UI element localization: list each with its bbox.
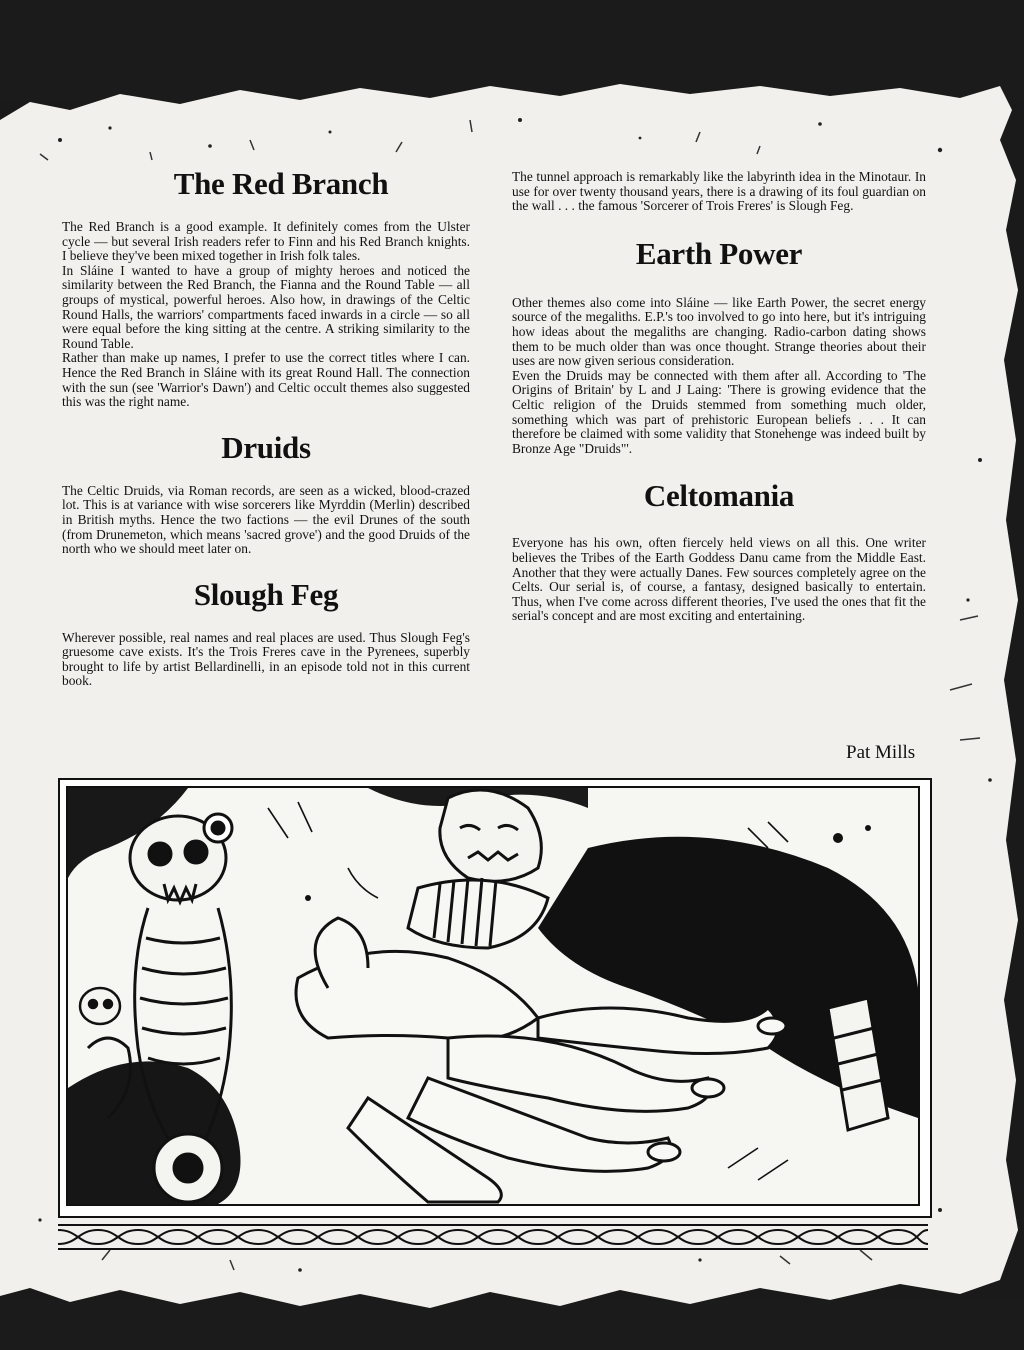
author-signature: Pat Mills [846,742,916,763]
earth-power-paragraph-1: Other themes also come into Sláine — like Earth Power, the secret energy source of the megaliths. E.P.'s too involved to go into here, but it's intriguing how ideas about the megaliths are changing. Radio-carbon dating shows them to be much older than was once thought. Strange theories about their uses are now given serious consideration. [512,294,926,369]
druids-paragraph: The Celtic Druids, via Roman records, are seen as a wicked, blood-crazed lot. This is at variance with wise sorcerers like Myrddin (Merlin) described in British myths. Hence the two factions — the evil Drunes of the south (from Drunemeton, which means 'sacred grove') and the good Druids of the north who we should meet later on. [62,482,470,557]
tunnel-paragraph: The tunnel approach is remarkably like the labyrinth idea in the Minotaur. In use for over twenty thousand years, there is a drawing of its foul guardian on the wall . . . the famous 'Sorcerer of Trois Freres' is Slough Feg. [512,169,926,214]
illustration-panel [66,786,920,1206]
celtic-knot-border [58,1224,928,1250]
earth-power-paragraph-2: Even the Druids may be connected with them after all. According to 'The Origins of Britain' by L and J Laing: 'There is growing evidence that the Celtic religion of the Druids stemmed from something much older, something which was part of prehistoric European beliefs . . . It can therefore be claimed with some validity that Stonehenge was indeed built by Bronze Age "Druids"'. [512,367,926,456]
heading-earth-power: Earth Power [635,235,803,271]
skeleton-and-hand-illustration [68,788,918,1204]
heading-slough-feg: Slough Feg [193,576,339,612]
heading-red-branch: The Red Branch [173,166,389,201]
illustration-frame [58,778,932,1218]
red-branch-paragraph-1: The Red Branch is a good example. It definitely comes from the Ulster cycle — but several Irish readers refer to Finn and his Red Branch knights. I believe they've been mixed together in Irish folk tales. [62,219,470,264]
slough-feg-paragraph: Wherever possible, real names and real places are used. Thus Slough Feg's gruesome cave exists. It's the Trois Freres cave in the Pyrenees, superbly brought to life by artist Bellardinelli, in an episode told not in this current book. [62,629,470,689]
left-column [62,166,470,689]
red-branch-paragraph-2: In Sláine I wanted to have a group of mighty heroes and noticed the similarity between the Red Branch, the Fianna and the Round Table — all groups of mystical, powerful heroes. Also how, in drawings of the Celtic Round Halls, the warriors' compartments faced inwards in a circle — so all were equal before the king sitting at the centre. A striking similarity to the Round Table. [62,262,470,351]
celtomania-paragraph: Everyone has his own, often fiercely held views on all this. One writer believes the Tribes of the Earth Goddess Danu came from the Middle East. Another that they were actually Danes. Few sources completely agree on the Celts. Our serial is, of course, a fantasy, designed basically to entertain. Thus, when I've come across different theories, I've used the ones that fit the serial's concept and are most exciting and entertaining. [512,535,926,624]
red-branch-paragraph-3: Rather than make up names, I prefer to use the correct titles where I can. Hence the Red Branch in Sláine with its great Round Hall. The connection with the sun (see 'Warrior's Dawn') and Celtic occult themes also suggested this was the right name. [62,350,470,410]
right-column [512,170,926,624]
knotwork-pattern [58,1226,928,1248]
heading-celtomania: Celtomania [643,478,795,514]
heading-druids: Druids [221,429,311,465]
